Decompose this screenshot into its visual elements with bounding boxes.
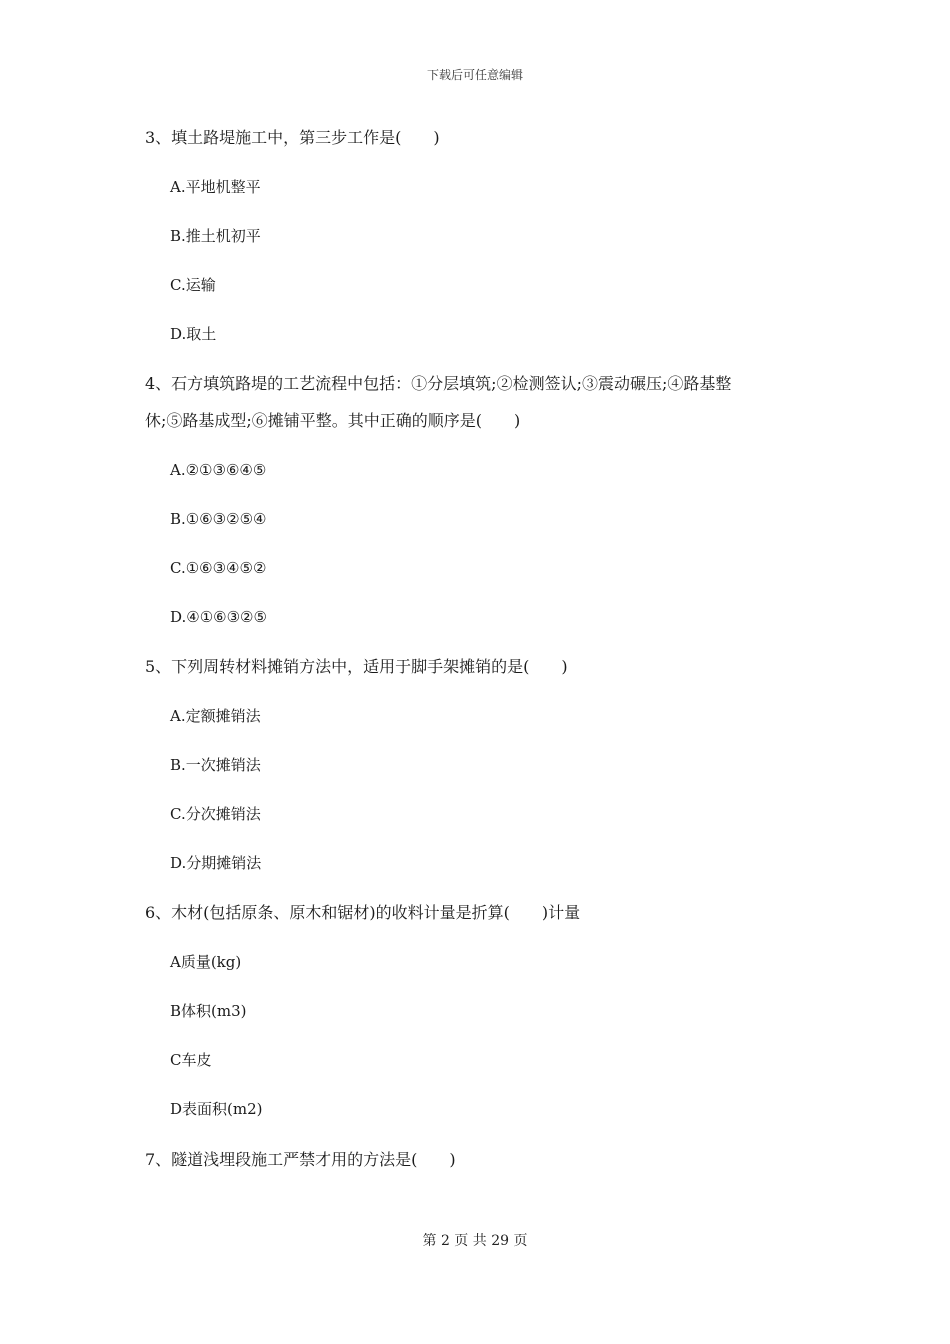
question-4-option-c: C.①⑥③④⑤② bbox=[170, 559, 267, 577]
question-5-option-c: C.分次摊销法 bbox=[170, 805, 261, 823]
question-6-option-b: B体积(m3) bbox=[170, 1002, 247, 1020]
question-3-option-d: D.取土 bbox=[170, 325, 217, 343]
question-4-stem-line-2: 休;⑤路基成型;⑥摊铺平整。其中正确的顺序是( ) bbox=[145, 411, 521, 430]
question-4-stem-line-1: 4、石方填筑路堤的工艺流程中包括：①分层填筑;②检测签认;③震动碾压;④路基整 bbox=[145, 374, 732, 393]
question-5-option-b: B.一次摊销法 bbox=[170, 756, 261, 774]
question-5-option-a: A.定额摊销法 bbox=[170, 707, 261, 725]
question-3-option-b: B.推土机初平 bbox=[170, 227, 261, 245]
question-3-option-c: C.运输 bbox=[170, 276, 216, 294]
question-6-option-d: D表面积(m2) bbox=[170, 1100, 263, 1118]
question-4-option-d: D.④①⑥③②⑤ bbox=[170, 608, 267, 626]
question-4-option-a: A.②①③⑥④⑤ bbox=[170, 461, 267, 479]
question-3-stem: 3、填土路堤施工中，第三步工作是( ) bbox=[145, 128, 440, 147]
question-7-stem: 7、隧道浅埋段施工严禁才用的方法是( ) bbox=[145, 1150, 456, 1169]
question-5-stem: 5、下列周转材料摊销方法中，适用于脚手架摊销的是( ) bbox=[145, 657, 568, 676]
page-header: 下载后可任意编辑 bbox=[426, 68, 523, 82]
question-4-option-b: B.①⑥③②⑤④ bbox=[170, 510, 267, 528]
question-3-option-a: A.平地机整平 bbox=[170, 178, 261, 196]
question-6-option-a: A质量(kg) bbox=[170, 953, 242, 971]
question-5-option-d: D.分期摊销法 bbox=[170, 854, 262, 872]
page-footer: 第 2 页 共 29 页 bbox=[422, 1233, 528, 1249]
question-6-option-c: C车皮 bbox=[170, 1051, 212, 1069]
question-6-stem: 6、木材(包括原条、原木和锯材)的收料计量是折算( )计量 bbox=[145, 903, 581, 922]
